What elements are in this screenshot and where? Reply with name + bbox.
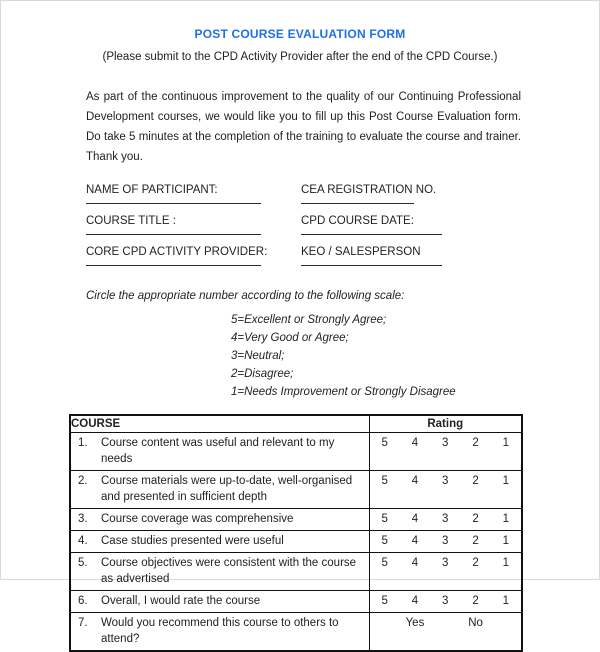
table-row xyxy=(70,591,522,613)
rating-value: 3 xyxy=(442,475,449,487)
rating-value: 5 xyxy=(381,595,388,607)
blank-line xyxy=(301,234,442,235)
rating-value: 5 xyxy=(381,557,388,569)
field-label: COURSE TITLE : xyxy=(86,215,176,227)
row-number: 3. xyxy=(78,513,88,525)
row-statement: Course materials were up-to-date, well-organised and presented in sufficient depth xyxy=(101,475,353,503)
rating-value: 4 xyxy=(411,535,419,547)
rating-value: 1 xyxy=(502,513,510,525)
table-row xyxy=(70,509,522,531)
form-subtitle: (Please submit to the CPD Activity Provider after the end of the CPD Course.) xyxy=(102,51,498,63)
rating-value: 1 xyxy=(502,535,510,547)
rating-value: 1 xyxy=(502,595,510,607)
rating-value: 2 xyxy=(472,437,479,449)
scale-instruction: Circle the appropriate number according to the following scale: xyxy=(86,290,405,302)
rating-value: 5 xyxy=(381,535,388,547)
scale-level-2: 2=Disagree; xyxy=(231,368,294,380)
field-label: CEA REGISTRATION NO. xyxy=(301,184,437,196)
row-number: 1. xyxy=(78,437,88,449)
evaluation-table xyxy=(69,414,523,652)
rating-value: 4 xyxy=(411,437,419,449)
field-core-cpd-activity-provider xyxy=(86,245,301,266)
row-statement: Case studies presented were useful xyxy=(101,535,284,547)
rating-column-header: Rating xyxy=(369,415,522,433)
rating-value: 1 xyxy=(502,475,510,487)
field-name-of-participant xyxy=(86,183,301,204)
rating-value: 2 xyxy=(472,513,479,525)
field-label: NAME OF PARTICIPANT: xyxy=(86,184,218,196)
table-header-row xyxy=(70,415,522,433)
participant-fields xyxy=(86,183,599,276)
rating-value: 4 xyxy=(411,557,419,569)
row-number: 4. xyxy=(78,535,88,547)
rating-value: 2 xyxy=(472,475,479,487)
row-statement: Course objectives were consistent with the course as advertised xyxy=(101,557,357,585)
blank-line xyxy=(301,203,414,204)
blank-line xyxy=(86,265,261,266)
table-row xyxy=(70,531,522,553)
row-number: 6. xyxy=(78,595,88,607)
form-title: POST COURSE EVALUATION FORM xyxy=(194,27,406,41)
rating-value: 3 xyxy=(442,557,449,569)
scale-level-5: 5=Excellent or Strongly Agree; xyxy=(231,314,387,326)
field-keo-salesperson xyxy=(301,245,531,266)
field-cea-registration-no xyxy=(301,183,531,204)
row-statement: Course coverage was comprehensive xyxy=(101,513,294,525)
rating-value: 5 xyxy=(381,437,388,449)
row-statement: Course content was useful and relevant to my needs xyxy=(101,437,335,465)
rating-value: 1 xyxy=(502,437,510,449)
field-label: CPD COURSE DATE: xyxy=(301,215,414,227)
table-row xyxy=(70,433,522,471)
field-course-title xyxy=(86,214,301,235)
row-number: 7. xyxy=(78,617,88,629)
row-statement: Overall, I would rate the course xyxy=(101,595,261,607)
scale-level-1: 1=Needs Improvement or Strongly Disagree xyxy=(231,386,456,398)
blank-line xyxy=(86,234,261,235)
scale-level-4: 4=Very Good or Agree; xyxy=(231,332,349,344)
field-label: KEO / SALESPERSON xyxy=(301,246,421,258)
yes-option: Yes xyxy=(405,617,425,629)
rating-value: 2 xyxy=(472,557,479,569)
rating-value: 2 xyxy=(472,535,479,547)
course-column-header: COURSE xyxy=(70,415,369,433)
table-row xyxy=(70,471,522,509)
table-row xyxy=(70,553,522,591)
blank-line xyxy=(86,203,261,204)
rating-value: 5 xyxy=(381,475,388,487)
rating-value: 2 xyxy=(472,595,479,607)
rating-value: 3 xyxy=(442,513,449,525)
rating-value: 5 xyxy=(381,513,388,525)
rating-scale-legend xyxy=(86,290,599,401)
table-row xyxy=(70,613,522,652)
blank-line xyxy=(301,265,442,266)
rating-value: 3 xyxy=(442,595,449,607)
rating-value: 4 xyxy=(411,595,419,607)
rating-value: 3 xyxy=(442,437,449,449)
no-option: No xyxy=(468,617,483,629)
rating-value: 4 xyxy=(411,475,419,487)
row-number: 2. xyxy=(78,475,88,487)
field-label: CORE CPD ACTIVITY PROVIDER: xyxy=(86,246,268,258)
intro-paragraph: As part of the continuous improvement to the quality of our Continuing Professional Development courses, we would like you to fill up this Post Course Evaluation form. Do take 5 minutes at the completion of the training to evaluate the course and trainer. Thank you. xyxy=(86,91,521,163)
row-statement: Would you recommend this course to others to attend? xyxy=(101,617,339,645)
rating-value: 4 xyxy=(411,513,419,525)
row-number: 5. xyxy=(78,557,88,569)
rating-value: 1 xyxy=(502,557,510,569)
field-cpd-course-date xyxy=(301,214,531,235)
scale-level-3: 3=Neutral; xyxy=(231,350,285,362)
rating-value: 3 xyxy=(442,535,449,547)
